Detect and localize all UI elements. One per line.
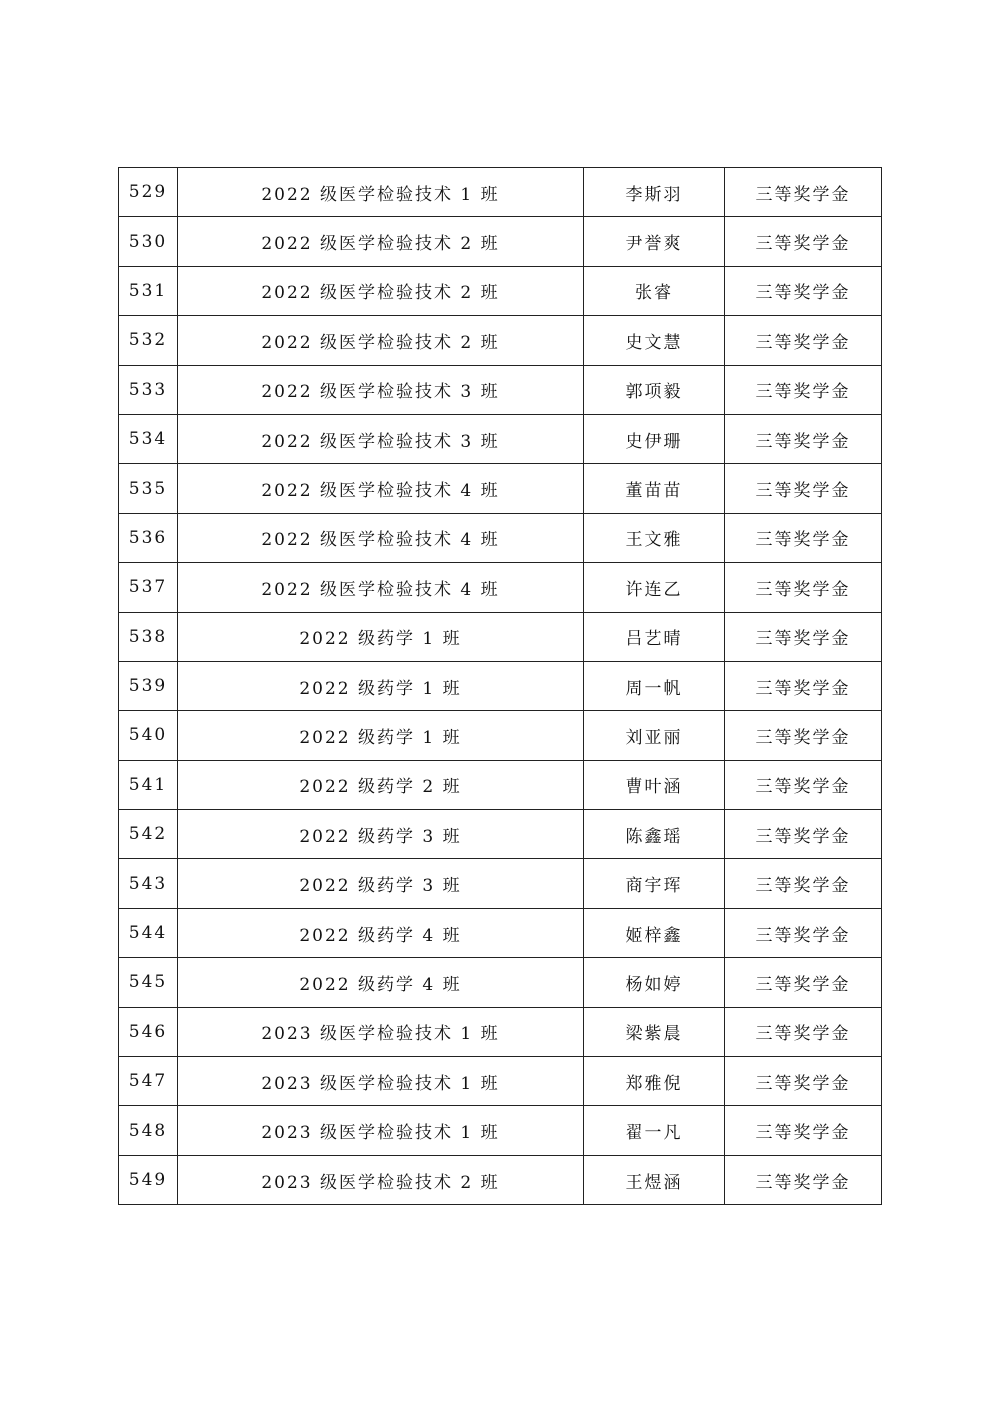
table-row	[119, 859, 882, 908]
class-name-cell: 2022 级医学检验技术 4 班	[178, 563, 584, 612]
student-name-cell: 张睿	[584, 266, 725, 315]
class-name-cell: 2022 级药学 3 班	[178, 859, 584, 908]
row-number-cell: 532	[119, 316, 178, 365]
class-name-cell: 2023 级医学检验技术 1 班	[178, 1106, 584, 1155]
award-level-cell: 三等奖学金	[725, 958, 882, 1007]
table-row	[119, 1007, 882, 1056]
table-row	[119, 958, 882, 1007]
row-number-cell: 546	[119, 1007, 178, 1056]
row-number-cell: 548	[119, 1106, 178, 1155]
table-row	[119, 1057, 882, 1106]
class-name-cell: 2022 级医学检验技术 2 班	[178, 316, 584, 365]
table-row	[119, 1155, 882, 1204]
row-number-cell: 544	[119, 908, 178, 957]
row-number-cell: 531	[119, 266, 178, 315]
award-level-cell: 三等奖学金	[725, 1155, 882, 1204]
class-name-cell: 2022 级药学 1 班	[178, 661, 584, 710]
row-number-cell: 530	[119, 217, 178, 266]
row-number-cell: 533	[119, 365, 178, 414]
student-name-cell: 刘亚丽	[584, 711, 725, 760]
award-level-cell: 三等奖学金	[725, 266, 882, 315]
award-level-cell: 三等奖学金	[725, 1106, 882, 1155]
table-row	[119, 414, 882, 463]
class-name-cell: 2023 级医学检验技术 1 班	[178, 1007, 584, 1056]
award-level-cell: 三等奖学金	[725, 414, 882, 463]
scholarship-table	[118, 167, 882, 1205]
table-row	[119, 661, 882, 710]
award-level-cell: 三等奖学金	[725, 1057, 882, 1106]
student-name-cell: 姬梓鑫	[584, 908, 725, 957]
table-row	[119, 365, 882, 414]
award-level-cell: 三等奖学金	[725, 464, 882, 513]
table-row	[119, 513, 882, 562]
student-name-cell: 郭项毅	[584, 365, 725, 414]
award-level-cell: 三等奖学金	[725, 513, 882, 562]
row-number-cell: 543	[119, 859, 178, 908]
row-number-cell: 529	[119, 168, 178, 217]
award-level-cell: 三等奖学金	[725, 316, 882, 365]
class-name-cell: 2022 级药学 3 班	[178, 810, 584, 859]
class-name-cell: 2022 级药学 4 班	[178, 908, 584, 957]
class-name-cell: 2022 级医学检验技术 4 班	[178, 513, 584, 562]
table-row	[119, 760, 882, 809]
award-level-cell: 三等奖学金	[725, 612, 882, 661]
award-level-cell: 三等奖学金	[725, 711, 882, 760]
award-level-cell: 三等奖学金	[725, 365, 882, 414]
award-level-cell: 三等奖学金	[725, 908, 882, 957]
class-name-cell: 2022 级医学检验技术 2 班	[178, 266, 584, 315]
row-number-cell: 538	[119, 612, 178, 661]
award-level-cell: 三等奖学金	[725, 810, 882, 859]
row-number-cell: 541	[119, 760, 178, 809]
row-number-cell: 536	[119, 513, 178, 562]
award-level-cell: 三等奖学金	[725, 168, 882, 217]
row-number-cell: 545	[119, 958, 178, 1007]
class-name-cell: 2023 级医学检验技术 2 班	[178, 1155, 584, 1204]
student-name-cell: 梁紫晨	[584, 1007, 725, 1056]
table-row	[119, 266, 882, 315]
class-name-cell: 2022 级药学 1 班	[178, 711, 584, 760]
class-name-cell: 2022 级医学检验技术 1 班	[178, 168, 584, 217]
row-number-cell: 542	[119, 810, 178, 859]
class-name-cell: 2023 级医学检验技术 1 班	[178, 1057, 584, 1106]
student-name-cell: 周一帆	[584, 661, 725, 710]
row-number-cell: 535	[119, 464, 178, 513]
class-name-cell: 2022 级医学检验技术 3 班	[178, 365, 584, 414]
student-name-cell: 史伊珊	[584, 414, 725, 463]
award-level-cell: 三等奖学金	[725, 661, 882, 710]
student-name-cell: 郑雅倪	[584, 1057, 725, 1106]
table-row	[119, 316, 882, 365]
student-name-cell: 曹叶涵	[584, 760, 725, 809]
student-name-cell: 翟一凡	[584, 1106, 725, 1155]
class-name-cell: 2022 级医学检验技术 4 班	[178, 464, 584, 513]
row-number-cell: 549	[119, 1155, 178, 1204]
student-name-cell: 尹誉爽	[584, 217, 725, 266]
class-name-cell: 2022 级药学 2 班	[178, 760, 584, 809]
table-row	[119, 563, 882, 612]
award-level-cell: 三等奖学金	[725, 217, 882, 266]
student-name-cell: 史文慧	[584, 316, 725, 365]
row-number-cell: 547	[119, 1057, 178, 1106]
table-row	[119, 464, 882, 513]
table-body	[119, 168, 882, 1205]
row-number-cell: 540	[119, 711, 178, 760]
student-name-cell: 王煜涵	[584, 1155, 725, 1204]
table-row	[119, 1106, 882, 1155]
student-name-cell: 董苗苗	[584, 464, 725, 513]
student-name-cell: 吕艺晴	[584, 612, 725, 661]
award-level-cell: 三等奖学金	[725, 563, 882, 612]
table-row	[119, 612, 882, 661]
class-name-cell: 2022 级药学 1 班	[178, 612, 584, 661]
table-row	[119, 908, 882, 957]
award-level-cell: 三等奖学金	[725, 760, 882, 809]
student-name-cell: 王文雅	[584, 513, 725, 562]
student-name-cell: 商宇珲	[584, 859, 725, 908]
class-name-cell: 2022 级药学 4 班	[178, 958, 584, 1007]
row-number-cell: 539	[119, 661, 178, 710]
student-name-cell: 李斯羽	[584, 168, 725, 217]
class-name-cell: 2022 级医学检验技术 3 班	[178, 414, 584, 463]
table-row	[119, 217, 882, 266]
class-name-cell: 2022 级医学检验技术 2 班	[178, 217, 584, 266]
table-row	[119, 168, 882, 217]
row-number-cell: 534	[119, 414, 178, 463]
award-level-cell: 三等奖学金	[725, 859, 882, 908]
student-name-cell: 陈鑫瑶	[584, 810, 725, 859]
student-name-cell: 许连乙	[584, 563, 725, 612]
row-number-cell: 537	[119, 563, 178, 612]
table-row	[119, 810, 882, 859]
award-level-cell: 三等奖学金	[725, 1007, 882, 1056]
student-name-cell: 杨如婷	[584, 958, 725, 1007]
table-row	[119, 711, 882, 760]
